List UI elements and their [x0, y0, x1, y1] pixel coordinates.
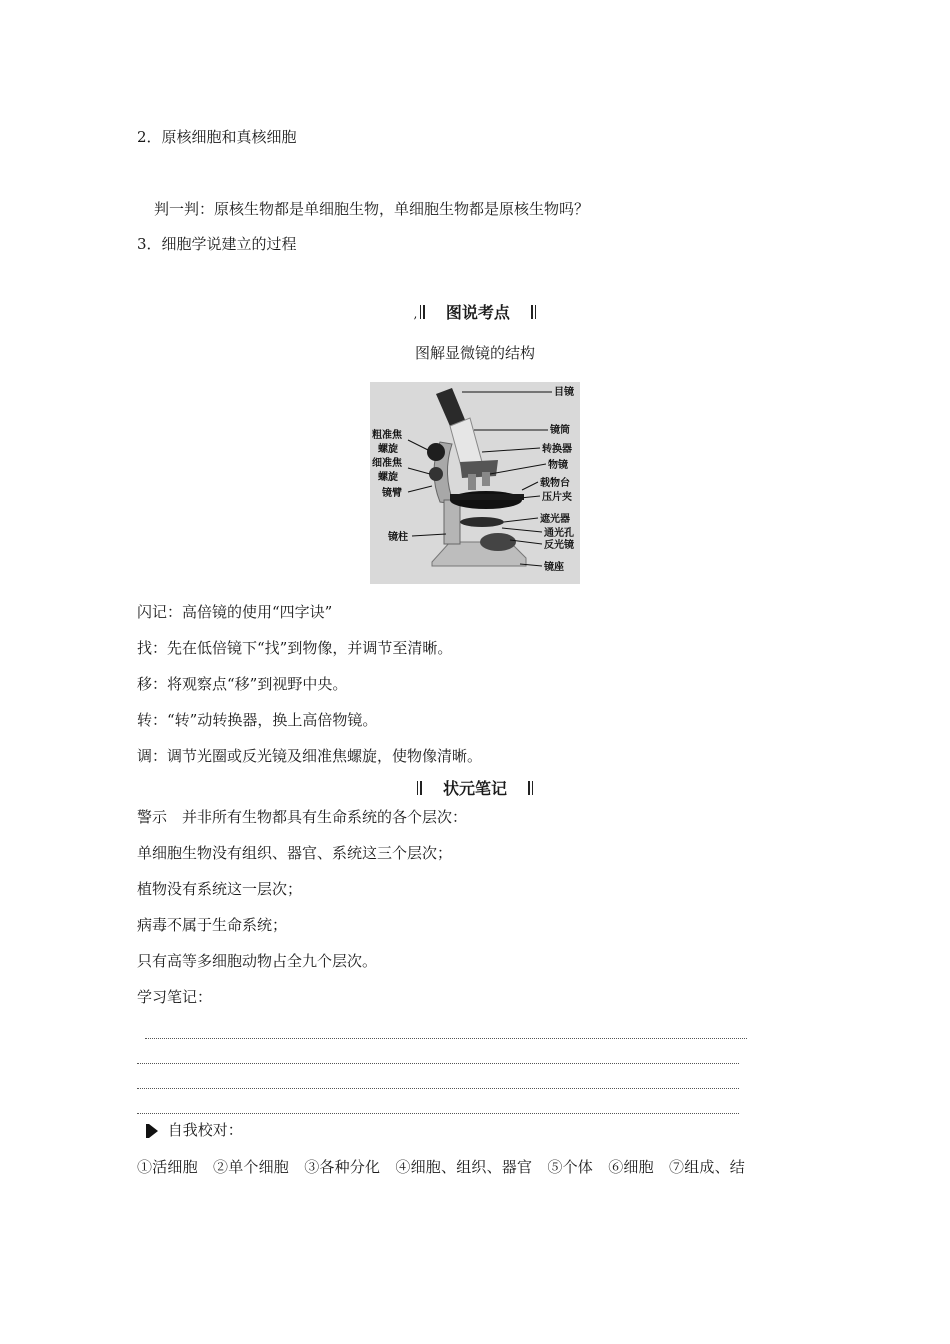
label-fine-1: 细准焦 — [372, 458, 402, 469]
title-bar-left-icon — [416, 779, 423, 801]
label-mirror: 反光镜 — [544, 540, 574, 551]
study-notes-label: 学习笔记： — [137, 988, 213, 1006]
label-eyepiece: 目镜 — [554, 387, 574, 398]
flash-item-adjust: 调：调节光圈或反光镜及细准焦螺旋，使物像清晰。 — [137, 747, 483, 765]
title-bar-right-icon — [527, 779, 534, 801]
self-check-label: 自我校对： — [167, 1121, 243, 1139]
flash-item-move: 移：将观察点“移”到视野中央。 — [137, 675, 348, 693]
note-animal: 只有高等多细胞动物占全九个层次。 — [137, 952, 378, 970]
title-bar-left-icon — [419, 303, 426, 325]
section-title-notes — [0, 778, 950, 801]
note-warning: 警示 并非所有生物都具有生命系统的各个层次： — [137, 808, 468, 826]
label-arm: 镜臂 — [382, 488, 402, 499]
label-stage: 载物台 — [540, 478, 570, 489]
flash-title: 闪记：高倍镜的使用“四字诀” — [137, 603, 333, 621]
self-check — [149, 1120, 243, 1140]
section-title-text: 图说考点 — [445, 303, 510, 322]
note-line-2 — [137, 1063, 739, 1064]
note-virus: 病毒不属于生命系统； — [137, 916, 288, 934]
note-unicellular: 单细胞生物没有组织、器官、系统这三个层次； — [137, 844, 453, 862]
microscope-illustration — [370, 382, 580, 584]
judge-question: 判一判：原核生物都是单细胞生物，单细胞生物都是原核生物吗？ — [154, 200, 590, 218]
note-line-1 — [145, 1038, 747, 1039]
section-title-text: 状元笔记 — [442, 779, 507, 798]
arrow-marker-icon — [149, 1124, 158, 1138]
heading-cell-theory: 3．细胞学说建立的过程 — [137, 235, 297, 253]
flash-item-find: 找：先在低倍镜下“找”到物像，并调节至清晰。 — [137, 639, 453, 657]
label-light-hole: 通光孔 — [544, 528, 574, 539]
note-line-4 — [137, 1113, 739, 1114]
label-coarse-2: 螺旋 — [378, 444, 398, 455]
heading-prokaryote-eukaryote: 2．原核细胞和真核细胞 — [137, 128, 297, 146]
stray-mark: , — [413, 307, 418, 321]
label-objective: 物镜 — [548, 460, 568, 471]
label-coarse-1: 粗准焦 — [372, 430, 402, 441]
note-line-3 — [137, 1088, 739, 1089]
label-stage-clip: 压片夹 — [542, 492, 572, 503]
note-plant: 植物没有系统这一层次； — [137, 880, 303, 898]
flash-item-turn: 转：“转”动转换器，换上高倍物镜。 — [137, 711, 378, 729]
section-title-figure — [0, 302, 950, 325]
label-nosepiece: 转换器 — [542, 444, 572, 455]
figure-caption: 图解显微镜的结构 — [414, 344, 535, 362]
label-fine-2: 螺旋 — [378, 472, 398, 483]
microscope-figure — [370, 382, 580, 584]
label-diaphragm: 遮光器 — [540, 514, 570, 525]
label-tube: 镜筒 — [550, 425, 570, 436]
label-pillar: 镜柱 — [388, 532, 408, 543]
label-base: 镜座 — [544, 562, 564, 573]
title-bar-right-icon — [530, 303, 537, 325]
self-check-answers: ①活细胞 ②单个细胞 ③各种分化 ④细胞、组织、器官 ⑤个体 ⑥细胞 ⑦组成、结 — [137, 1158, 746, 1176]
